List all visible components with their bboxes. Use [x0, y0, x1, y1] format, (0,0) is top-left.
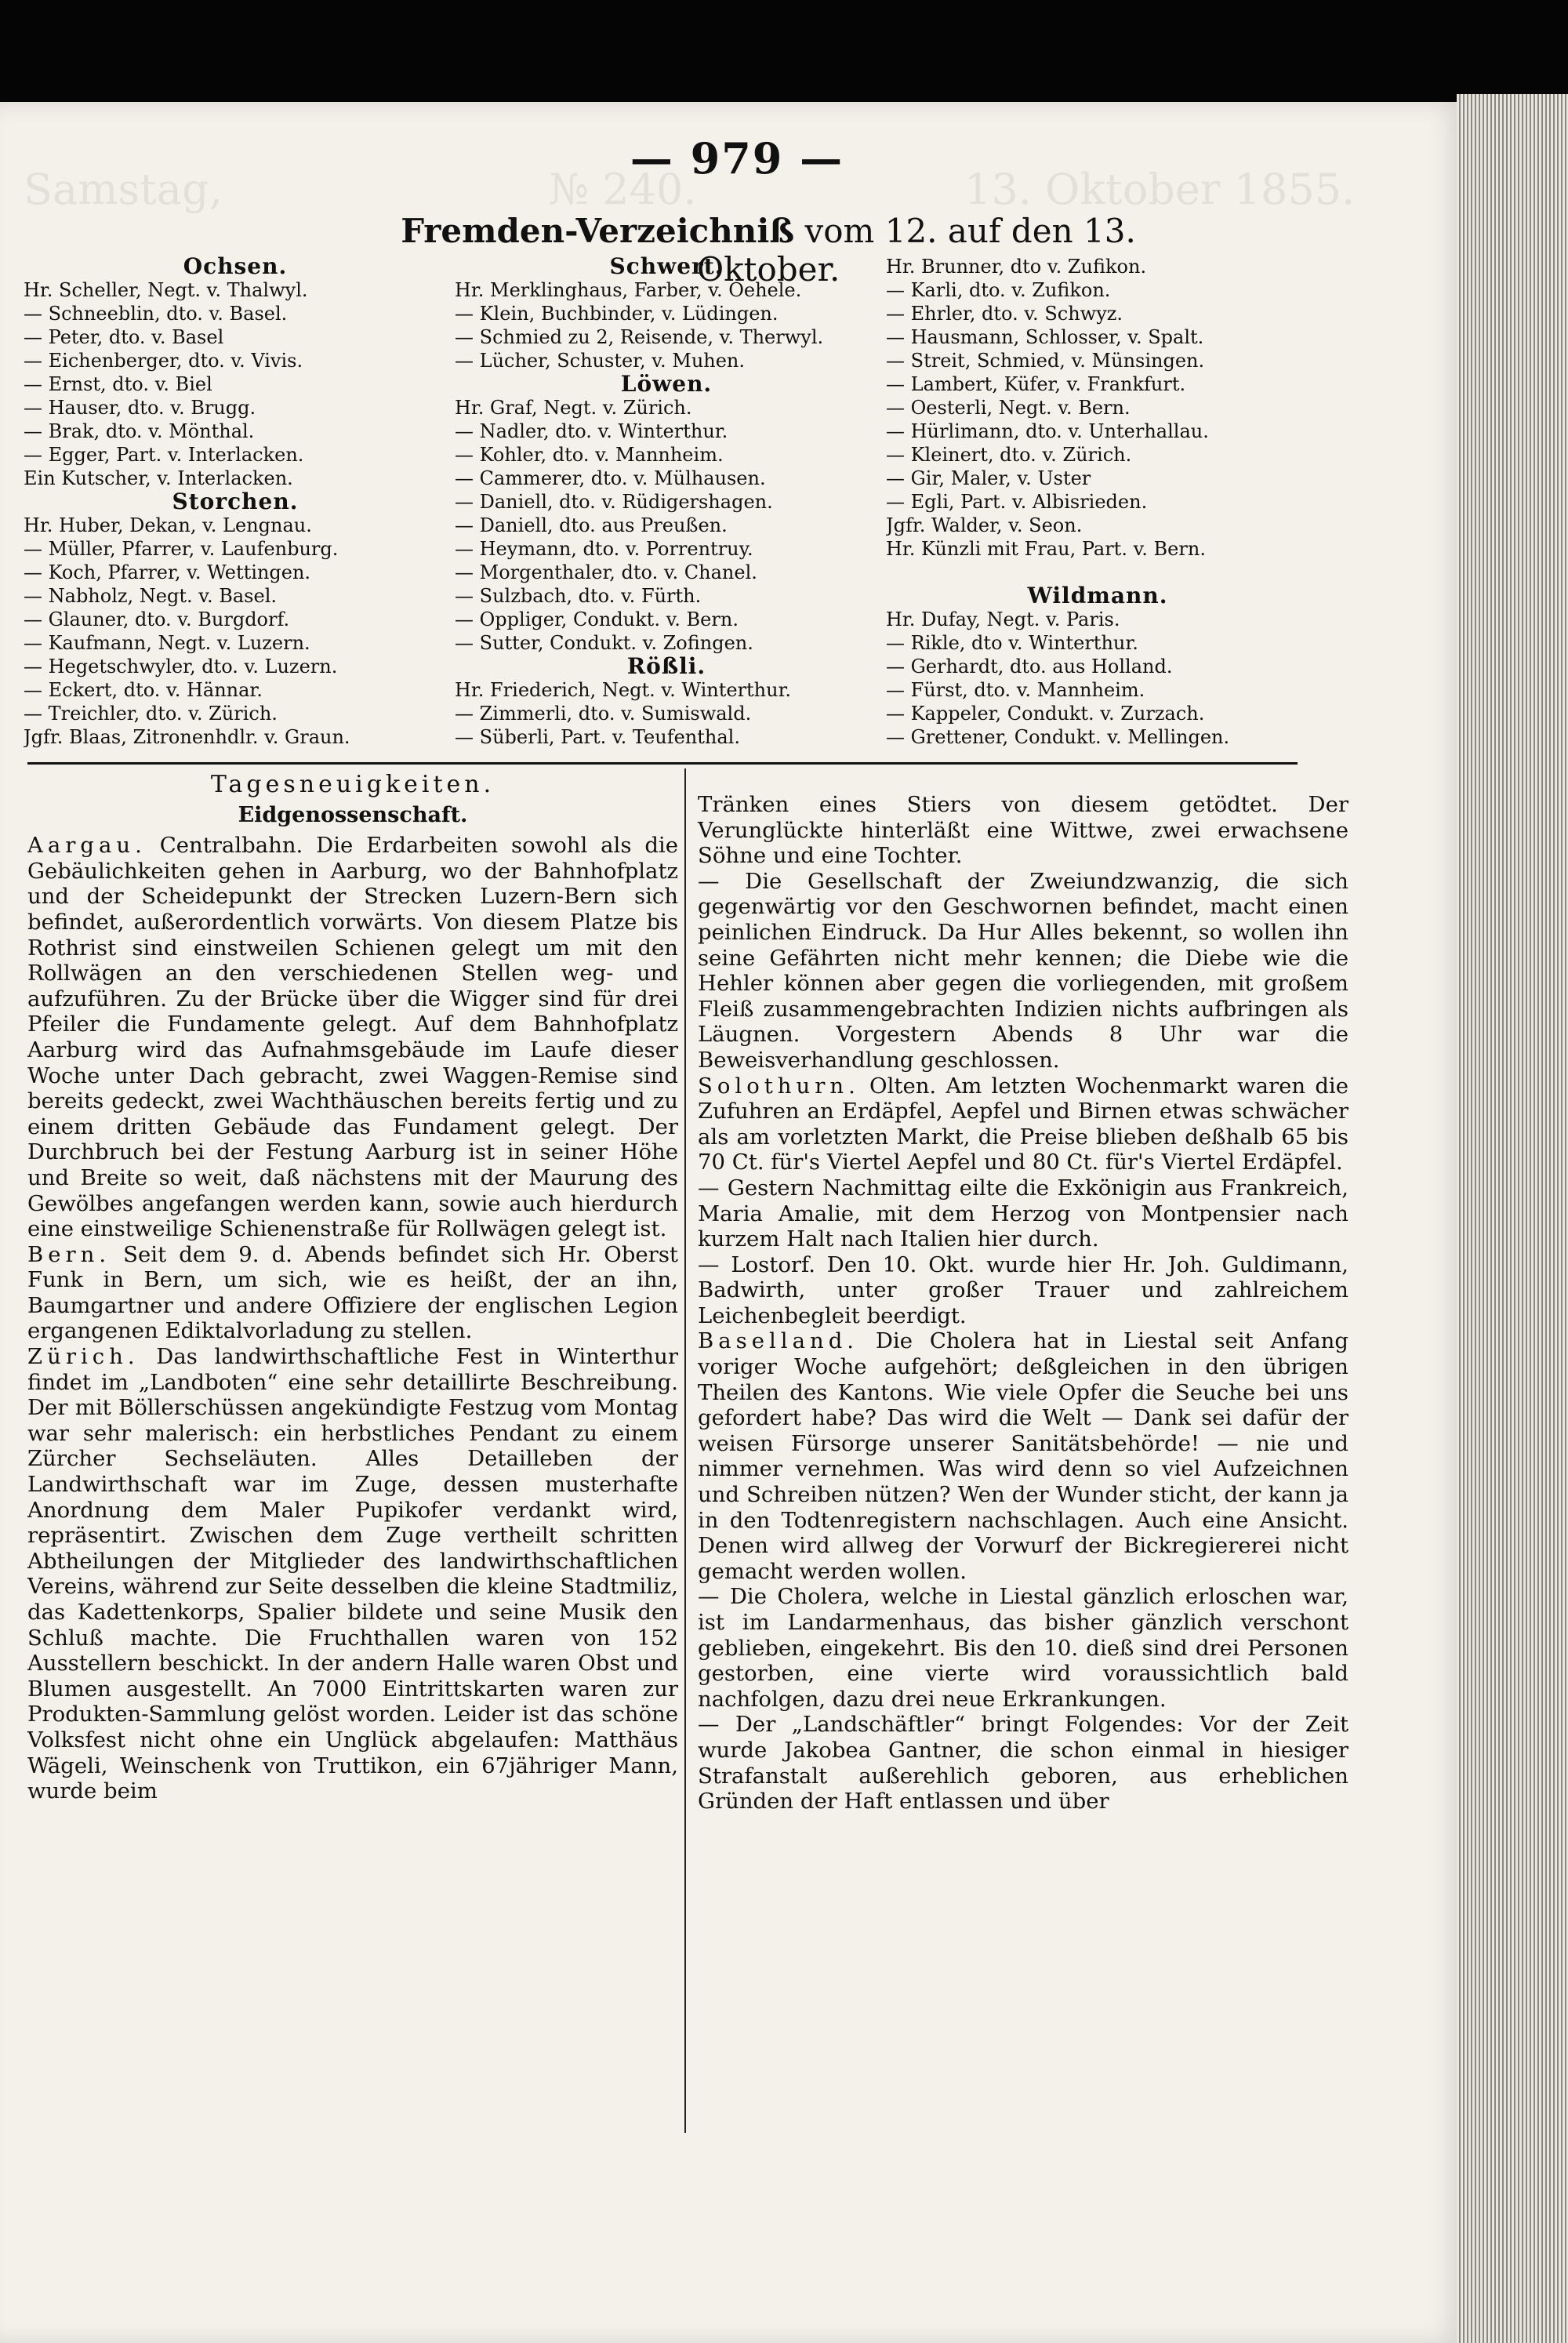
place-zurich: Zürich. [27, 1344, 140, 1370]
article-bern [27, 1242, 678, 1344]
hotel-heading: Löwen. [620, 371, 713, 397]
register-entry: — Ehrler, dto. v. Schwyz. [886, 303, 1123, 325]
hotel-heading: Wildmann. [1027, 583, 1168, 608]
column-divider [684, 768, 686, 2133]
register-entry: — Oppliger, Condukt. v. Bern. [455, 608, 739, 630]
register-entry: — Hausmann, Schlosser, v. Spalt. [886, 326, 1204, 348]
article-zurich [27, 1344, 678, 1804]
register-entry: — Treichler, dto. v. Zürich. [24, 703, 278, 725]
register-entry: Ein Kutscher, v. Interlacken. [24, 467, 293, 489]
article-continuation: Tränken eines Stiers von diesem getödtet. Der Verunglückte hinterläßt eine Wittwe, zwei erwachsene Söhne und eine Tochter. [698, 792, 1348, 869]
register-entry: — Ernst, dto. v. Biel [24, 373, 212, 395]
section-title: Tagesneuigkeiten. [210, 771, 495, 798]
place-baselland: Baselland. [698, 1328, 859, 1354]
register-entry: — Sutter, Condukt. v. Zofingen. [455, 632, 753, 654]
article-paragraph: — Gestern Nachmittag eilte die Exkönigin aus Frankreich, Maria Amalie, mit dem Herzog von Montpensier nach kurzem Halt nach Italien hier durch. [698, 1175, 1348, 1252]
register-entry: — Brak, dto. v. Mönthal. [24, 420, 255, 442]
article-solothurn [698, 1073, 1348, 1175]
ghost-text-right: 13. Oktober 1855. [964, 165, 1356, 214]
register-entry: Hr. Brunner, dto v. Zufikon. [886, 256, 1147, 278]
ghost-text-mid: № 240. [549, 165, 697, 214]
article-baselland-text: Die Cholera hat in Liestal seit Anfang voriger Woche aufgehört; deßgleichen in den übrigen Theilen des Kantons. Wie viele Opfer die Seuche bei uns gefordert habe? Das wird die Welt — Dank sei dafür der weisen Fürsorge unserer Sanitätsbehörde! — nie und nimmer vernehmen. Was wird denn so viel Aufzeichnen und Schreiben nützen? Wen der Wunder sticht, der kann ja in den Todtenregistern nachschlagen. Auch eine Ansicht. Denen wird allweg der Vorwurf der Bickregiererei nicht gemacht werden wollen. [698, 1328, 1348, 1584]
register-entry: Hr. Dufay, Negt. v. Paris. [886, 608, 1120, 630]
register-entry: — Sulzbach, dto. v. Fürth. [455, 585, 702, 607]
register-column-2 [455, 255, 878, 749]
register-entry: Hr. Graf, Negt. v. Zürich. [455, 397, 692, 419]
register-entry: — Egli, Part. v. Albisrieden. [886, 491, 1148, 513]
article-aargau-text: Centralbahn. Die Erdarbeiten sowohl als die Gebäulichkeiten gehen in Aarburg, wo der Bahnhofplatz und der Scheidepunkt der Strecken Luzern-Bern sich befindet, außerordentlich vorwärts. Von diesem Platze bis Rothrist sind einstweilen Schienen gelegt um mit den Rollwägen an den verschiedenen Stellen weg- und aufzuführen. Zu der Brücke über die Wigger sind für drei Pfeiler die Fundamente gelegt. Auf dem Bahnhofplatz Aarburg wird das Aufnahmsgebäude im Laufe dieser Woche unter Dach gebracht, zwei Waggen-Remise sind bereits gedeckt, zwei Wachthäuschen bereits fertig und zu einem dritten Gebäude das Fundament gelegt. Der Durchbruch bei der Festung Aarburg ist in seiner Höhe und Breite so weit, daß nächstens mit der Maurung des Gewölbes angefangen werden kann, sowie auch hierdurch eine einstweilige Schienenstraße für Rollwägen gelegt ist. [27, 833, 678, 1242]
register-entry: — Süberli, Part. v. Teufenthal. [455, 726, 740, 748]
register-entry: — Morgenthaler, dto. v. Chanel. [455, 561, 757, 583]
subsection-title: Eidgenossenschaft. [238, 802, 468, 827]
register-entry: — Rikle, dto v. Winterthur. [886, 632, 1138, 654]
register-entry: — Nabholz, Negt. v. Basel. [24, 585, 277, 607]
register-entry: Hr. Huber, Dekan, v. Lengnau. [24, 514, 312, 536]
guest-register [24, 255, 1309, 761]
article-zurich-text: Das landwirthschaftliche Fest in Winterthur findet im „Landboten“ eine sehr detaillirte Beschreibung. Der mit Böllerschüssen angekündigte Festzug vom Montag war sehr malerisch: ein herbstliches Pendant zu einem Zürcher Sechseläuten. Alles Detailleben der Landwirthschaft war im Zuge, dessen musterhafte Anordnung dem Maler Pupikofer verdankt wird, repräsentirt. Zwischen dem Zuge vertheilt schritten Abtheilungen der Mitglieder des landwirthschaftlichen Vereins, während zur Seite desselben die kleine Stadtmiliz, das Kadettenkorps, Spalier bildete und seine Musik den Schluß machte. Die Fruchthallen waren von 152 Ausstellern beschickt. In der andern Halle waren Obst und Blumen ausgestellt. An 7000 Eintrittskarten waren zur Produkten-Sammlung gelöst worden. Leider ist das schöne Volksfest nicht ohne ein Unglück abgelaufen: Matthäus Wägeli, Weinschenk von Truttikon, ein 67jähriger Mann, wurde beim [27, 1344, 678, 1804]
article-paragraph: — Der „Landschäftler“ bringt Folgendes: Vor der Zeit wurde Jakobea Gantner, die schon einmal in hiesiger Strafanstalt außerehlich geboren, aus erheblichen Gründen der Haft entlassen und über [698, 1712, 1348, 1814]
register-entry: — Lücher, Schuster, v. Muhen. [455, 350, 746, 372]
article-paragraph: — Die Cholera, welche in Liestal gänzlich erloschen war, ist im Landarmenhaus, das bisher gänzlich verschont geblieben, eingekehrt. Bis den 10. dieß sind drei Personen gestorben, eine vierte wird voraussichtlich bald nachfolgen, dazu drei neue Erkrankungen. [698, 1584, 1348, 1712]
article-paragraph: — Lostorf. Den 10. Okt. wurde hier Hr. Joh. Guldimann, Badwirth, unter großer Trauer und zahlreichem Leichenbegleit beerdigt. [698, 1251, 1348, 1328]
register-title-bold: Fremden-Verzeichniß [401, 212, 795, 250]
register-entry: — Kleinert, dto. v. Zürich. [886, 444, 1132, 466]
place-aargau: Aargau. [27, 833, 147, 859]
register-entry: Hr. Künzli mit Frau, Part. v. Bern. [886, 538, 1206, 560]
register-entry: — Zimmerli, dto. v. Sumiswald. [455, 703, 752, 725]
register-entry: — Koch, Pfarrer, v. Wettingen. [24, 561, 311, 583]
spacer [886, 561, 1309, 584]
register-entry: — Klein, Buchbinder, v. Lüdingen. [455, 303, 779, 325]
news-column-left [27, 772, 678, 1804]
register-title-rest: vom 12. auf den 13. Oktober. [696, 212, 1136, 289]
register-entry: — Nadler, dto. v. Winterthur. [455, 420, 728, 442]
page-edges [1457, 94, 1568, 2343]
register-entry: — Heymann, dto. v. Porrentruy. [455, 538, 753, 560]
register-entry: — Oesterli, Negt. v. Bern. [886, 397, 1131, 419]
hotel-heading: Storchen. [172, 489, 299, 514]
article-baselland [698, 1328, 1348, 1584]
register-entry: — Glauner, dto. v. Burgdorf. [24, 608, 290, 630]
register-entry: Jgfr. Walder, v. Seon. [886, 514, 1083, 536]
register-entry: — Kaufmann, Negt. v. Luzern. [24, 632, 310, 654]
register-entry: Jgfr. Blaas, Zitronenhdlr. v. Graun. [24, 726, 350, 748]
register-entry: — Hauser, dto. v. Brugg. [24, 397, 256, 419]
register-entry: — Schneeblin, dto. v. Basel. [24, 303, 288, 325]
register-entry: — Daniell, dto. aus Preußen. [455, 514, 728, 536]
register-column-3 [886, 255, 1309, 749]
register-entry: — Egger, Part. v. Interlacken. [24, 444, 304, 466]
register-entry: — Peter, dto. v. Basel [24, 326, 224, 348]
page-number: — 979 — [630, 133, 844, 183]
register-entry: — Müller, Pfarrer, v. Laufenburg. [24, 538, 339, 560]
register-entry: — Gerhardt, dto. aus Holland. [886, 656, 1173, 677]
register-entry: — Fürst, dto. v. Mannheim. [886, 679, 1145, 701]
register-column-1 [24, 255, 447, 749]
article-solothurn-text: Olten. Am letzten Wochenmarkt waren die Zufuhren an Erdäpfel, Aepfel und Birnen etwas schwächer als am vorletzten Markt, die Preise blieben deßhalb 65 bis 70 Ct. für's Viertel Aepfel und 80 Ct. für's Viertel Erdäpfel. [698, 1073, 1348, 1175]
hotel-heading: Ochsen. [183, 253, 288, 279]
place-solothurn: Solothurn. [698, 1073, 860, 1099]
register-entry: — Daniell, dto. v. Rüdigershagen. [455, 491, 773, 513]
register-entry: — Grettener, Condukt. v. Mellingen. [886, 726, 1230, 748]
register-entry: — Lambert, Küfer, v. Frankfurt. [886, 373, 1186, 395]
register-entry: Hr. Merklinghaus, Farber, v. Oehele. [455, 279, 802, 301]
register-entry: — Streit, Schmied, v. Münsingen. [886, 350, 1205, 372]
ghost-text-left: Samstag, [24, 165, 223, 214]
register-entry: — Eckert, dto. v. Hännar. [24, 679, 263, 701]
article-paragraph: — Die Gesellschaft der Zweiundzwanzig, die sich gegenwärtig vor den Geschwornen befindet, macht einen peinlichen Eindruck. Da Hur Alles bekennt, so wollen ihn seine Gefährten nicht mehr kennen; die Diebe wie die Hehler können aber gegen die vorliegenden, mit großem Fleiß zusammengebrachten Indizien nichts aufbringen als Läugnen. Vorgestern Abends 8 Uhr war die Beweisverhandlung geschlossen. [698, 868, 1348, 1073]
register-entry: — Kappeler, Condukt. v. Zurzach. [886, 703, 1205, 725]
register-entry: — Karli, dto. v. Zufikon. [886, 279, 1111, 301]
register-entry: — Gir, Maler, v. Uster [886, 467, 1091, 489]
register-entry: — Eichenberger, dto. v. Vivis. [24, 350, 303, 372]
register-entry: — Hegetschwyler, dto. v. Luzern. [24, 656, 338, 677]
register-entry: — Hürlimann, dto. v. Unterhallau. [886, 420, 1209, 442]
register-entry: Hr. Friederich, Negt. v. Winterthur. [455, 679, 792, 701]
register-entry: Hr. Scheller, Negt. v. Thalwyl. [24, 279, 308, 301]
section-divider [27, 762, 1298, 765]
news-column-right [698, 792, 1348, 1814]
hotel-heading: Schwert. [609, 253, 724, 279]
register-entry: — Schmied zu 2, Reisende, v. Therwyl. [455, 326, 824, 348]
hotel-heading: Rößli. [626, 653, 706, 679]
article-bern-text: Seit dem 9. d. Abends befindet sich Hr. Oberst Funk in Bern, um sich, wie es heißt, der an ihn, Baumgartner und andere Offiziere der englischen Legion ergangenen Ediktalvorladung zu stellen. [27, 1241, 678, 1344]
place-bern: Bern. [27, 1241, 111, 1267]
register-entry: — Kohler, dto. v. Mannheim. [455, 444, 724, 466]
register-entry: — Cammerer, dto. v. Mülhausen. [455, 467, 766, 489]
article-aargau [27, 833, 678, 1242]
